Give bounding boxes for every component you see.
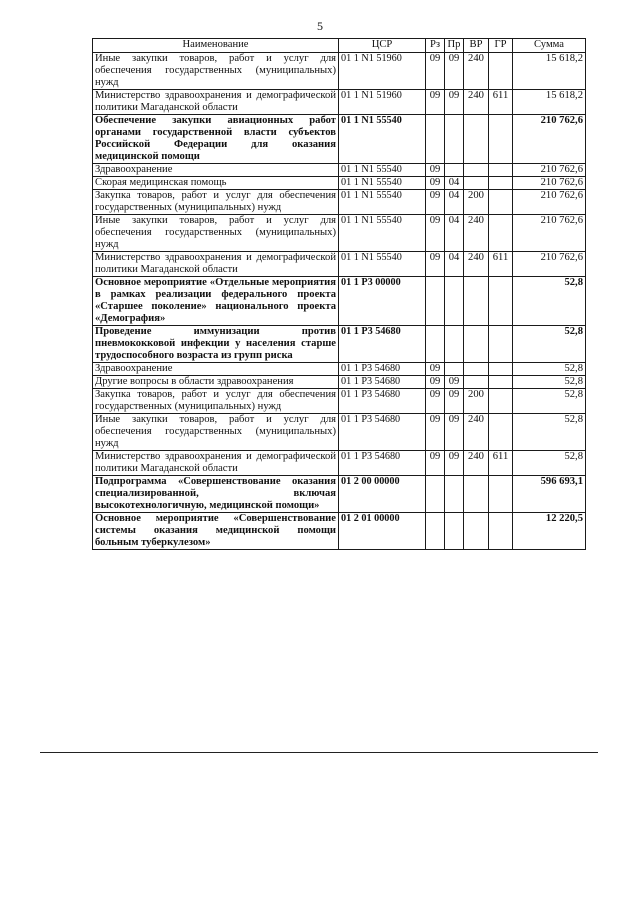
cell-pr: 09 bbox=[445, 90, 464, 115]
cell-name: Иные закупки товаров, работ и услуг для обеспечения государственных (муниципальных) нужд bbox=[93, 215, 339, 252]
cell-vr bbox=[464, 513, 489, 550]
cell-vr bbox=[464, 177, 489, 190]
cell-rz bbox=[426, 115, 445, 164]
cell-rz: 09 bbox=[426, 451, 445, 476]
cell-vr: 240 bbox=[464, 414, 489, 451]
cell-rz bbox=[426, 476, 445, 513]
cell-rz: 09 bbox=[426, 53, 445, 90]
cell-csr: 01 1 N1 55540 bbox=[339, 252, 426, 277]
cell-name: Иные закупки товаров, работ и услуг для обеспечения государственных (муниципальных) нужд bbox=[93, 53, 339, 90]
cell-rz: 09 bbox=[426, 363, 445, 376]
table-row bbox=[93, 177, 586, 190]
col-header-sum: Сумма bbox=[513, 39, 586, 53]
table-row bbox=[93, 164, 586, 177]
table-row bbox=[93, 215, 586, 252]
cell-name: Министерство здравоохранения и демографической политики Магаданской области bbox=[93, 451, 339, 476]
table-row bbox=[93, 451, 586, 476]
cell-vr: 240 bbox=[464, 53, 489, 90]
cell-rz: 09 bbox=[426, 376, 445, 389]
cell-rz: 09 bbox=[426, 414, 445, 451]
cell-name: Иные закупки товаров, работ и услуг для обеспечения государственных (муниципальных) нужд bbox=[93, 414, 339, 451]
cell-csr: 01 1 P3 54680 bbox=[339, 376, 426, 389]
cell-gr: 611 bbox=[489, 90, 513, 115]
cell-gr bbox=[489, 115, 513, 164]
cell-csr: 01 1 P3 54680 bbox=[339, 363, 426, 376]
cell-gr: 611 bbox=[489, 252, 513, 277]
cell-vr bbox=[464, 277, 489, 326]
cell-sum: 52,8 bbox=[513, 277, 586, 326]
cell-gr bbox=[489, 389, 513, 414]
cell-csr: 01 2 01 00000 bbox=[339, 513, 426, 550]
table-row bbox=[93, 326, 586, 363]
cell-pr bbox=[445, 277, 464, 326]
cell-csr: 01 1 N1 55540 bbox=[339, 215, 426, 252]
cell-pr: 04 bbox=[445, 215, 464, 252]
col-header-name: Наименование bbox=[93, 39, 339, 53]
table-row bbox=[93, 513, 586, 550]
cell-csr: 01 1 P3 54680 bbox=[339, 414, 426, 451]
cell-csr: 01 2 00 00000 bbox=[339, 476, 426, 513]
col-header-pr: Пр bbox=[445, 39, 464, 53]
table-row bbox=[93, 414, 586, 451]
cell-gr bbox=[489, 190, 513, 215]
table-row bbox=[93, 476, 586, 513]
cell-rz: 09 bbox=[426, 177, 445, 190]
cell-rz: 09 bbox=[426, 252, 445, 277]
cell-gr bbox=[489, 376, 513, 389]
cell-csr: 01 1 P3 54680 bbox=[339, 326, 426, 363]
cell-pr: 04 bbox=[445, 177, 464, 190]
cell-vr bbox=[464, 115, 489, 164]
cell-vr bbox=[464, 363, 489, 376]
cell-name: Скорая медицинская помощь bbox=[93, 177, 339, 190]
footer-divider bbox=[40, 752, 598, 753]
cell-vr bbox=[464, 326, 489, 363]
cell-vr: 200 bbox=[464, 190, 489, 215]
cell-name: Основное мероприятие «Отдельные мероприятия в рамках реализации федерального проекта «Старшее поколение» национального проекта «Демография» bbox=[93, 277, 339, 326]
cell-vr bbox=[464, 476, 489, 513]
cell-rz: 09 bbox=[426, 389, 445, 414]
cell-sum: 12 220,5 bbox=[513, 513, 586, 550]
cell-gr bbox=[489, 414, 513, 451]
cell-pr: 09 bbox=[445, 389, 464, 414]
cell-name: Проведение иммунизации против пневмококковой инфекции у населения старше трудоспособного возраста из групп риска bbox=[93, 326, 339, 363]
cell-gr bbox=[489, 164, 513, 177]
cell-sum: 52,8 bbox=[513, 363, 586, 376]
cell-sum: 52,8 bbox=[513, 389, 586, 414]
table-header-row bbox=[93, 39, 586, 53]
cell-sum: 52,8 bbox=[513, 414, 586, 451]
cell-vr bbox=[464, 376, 489, 389]
table-row bbox=[93, 115, 586, 164]
cell-name: Обеспечение закупки авиационных работ органами государственной власти субъектов Российской Федерации для оказания медицинской помощи bbox=[93, 115, 339, 164]
cell-rz: 09 bbox=[426, 90, 445, 115]
cell-csr: 01 1 N1 55540 bbox=[339, 164, 426, 177]
table-row bbox=[93, 363, 586, 376]
cell-pr: 04 bbox=[445, 190, 464, 215]
cell-csr: 01 1 N1 51960 bbox=[339, 90, 426, 115]
table-row bbox=[93, 252, 586, 277]
cell-sum: 15 618,2 bbox=[513, 90, 586, 115]
cell-gr bbox=[489, 476, 513, 513]
cell-gr bbox=[489, 277, 513, 326]
table-row bbox=[93, 376, 586, 389]
cell-pr: 09 bbox=[445, 376, 464, 389]
cell-csr: 01 1 P3 54680 bbox=[339, 389, 426, 414]
cell-sum: 596 693,1 bbox=[513, 476, 586, 513]
cell-name: Другие вопросы в области здравоохранения bbox=[93, 376, 339, 389]
cell-sum: 210 762,6 bbox=[513, 190, 586, 215]
cell-pr bbox=[445, 164, 464, 177]
cell-gr: 611 bbox=[489, 451, 513, 476]
cell-pr bbox=[445, 513, 464, 550]
cell-name: Министерство здравоохранения и демографической политики Магаданской области bbox=[93, 252, 339, 277]
cell-sum: 52,8 bbox=[513, 376, 586, 389]
cell-gr bbox=[489, 326, 513, 363]
page-number: 5 bbox=[317, 19, 323, 33]
cell-pr: 09 bbox=[445, 53, 464, 90]
cell-gr bbox=[489, 513, 513, 550]
table-row bbox=[93, 277, 586, 326]
cell-pr bbox=[445, 476, 464, 513]
cell-csr: 01 1 N1 55540 bbox=[339, 190, 426, 215]
cell-sum: 52,8 bbox=[513, 451, 586, 476]
cell-vr: 240 bbox=[464, 252, 489, 277]
cell-name: Закупка товаров, работ и услуг для обеспечения государственных (муниципальных) нужд bbox=[93, 389, 339, 414]
cell-name: Подпрограмма «Совершенствование оказания специализированной, включая высокотехнологичную, медицинской помощи» bbox=[93, 476, 339, 513]
col-header-csr: ЦСР bbox=[339, 39, 426, 53]
cell-sum: 52,8 bbox=[513, 326, 586, 363]
cell-rz: 09 bbox=[426, 215, 445, 252]
cell-rz: 09 bbox=[426, 190, 445, 215]
cell-pr: 09 bbox=[445, 451, 464, 476]
cell-name: Закупка товаров, работ и услуг для обеспечения государственных (муниципальных) нужд bbox=[93, 190, 339, 215]
cell-sum: 210 762,6 bbox=[513, 215, 586, 252]
table-row bbox=[93, 190, 586, 215]
col-header-rz: Рз bbox=[426, 39, 445, 53]
cell-sum: 15 618,2 bbox=[513, 53, 586, 90]
cell-sum: 210 762,6 bbox=[513, 164, 586, 177]
cell-vr: 240 bbox=[464, 215, 489, 252]
cell-gr bbox=[489, 363, 513, 376]
cell-rz bbox=[426, 277, 445, 326]
cell-csr: 01 1 N1 55540 bbox=[339, 115, 426, 164]
cell-csr: 01 1 N1 55540 bbox=[339, 177, 426, 190]
cell-vr: 200 bbox=[464, 389, 489, 414]
table-row bbox=[93, 90, 586, 115]
cell-sum: 210 762,6 bbox=[513, 252, 586, 277]
cell-csr: 01 1 P3 00000 bbox=[339, 277, 426, 326]
table-row bbox=[93, 53, 586, 90]
cell-csr: 01 1 N1 51960 bbox=[339, 53, 426, 90]
cell-vr bbox=[464, 164, 489, 177]
cell-name: Здравоохранение bbox=[93, 363, 339, 376]
cell-pr: 09 bbox=[445, 414, 464, 451]
cell-rz bbox=[426, 513, 445, 550]
cell-pr bbox=[445, 115, 464, 164]
cell-pr: 04 bbox=[445, 252, 464, 277]
cell-vr: 240 bbox=[464, 451, 489, 476]
cell-rz bbox=[426, 326, 445, 363]
budget-table bbox=[92, 38, 586, 550]
cell-name: Здравоохранение bbox=[93, 164, 339, 177]
cell-sum: 210 762,6 bbox=[513, 177, 586, 190]
cell-pr bbox=[445, 363, 464, 376]
cell-sum: 210 762,6 bbox=[513, 115, 586, 164]
cell-vr: 240 bbox=[464, 90, 489, 115]
table-row bbox=[93, 389, 586, 414]
cell-pr bbox=[445, 326, 464, 363]
cell-gr bbox=[489, 53, 513, 90]
col-header-gr: ГР bbox=[489, 39, 513, 53]
cell-name: Министерство здравоохранения и демографической политики Магаданской области bbox=[93, 90, 339, 115]
cell-csr: 01 1 P3 54680 bbox=[339, 451, 426, 476]
cell-name: Основное мероприятие «Совершенствование системы оказания медицинской помощи больным туберкулезом» bbox=[93, 513, 339, 550]
col-header-vr: ВР bbox=[464, 39, 489, 53]
cell-gr bbox=[489, 215, 513, 252]
cell-gr bbox=[489, 177, 513, 190]
cell-rz: 09 bbox=[426, 164, 445, 177]
